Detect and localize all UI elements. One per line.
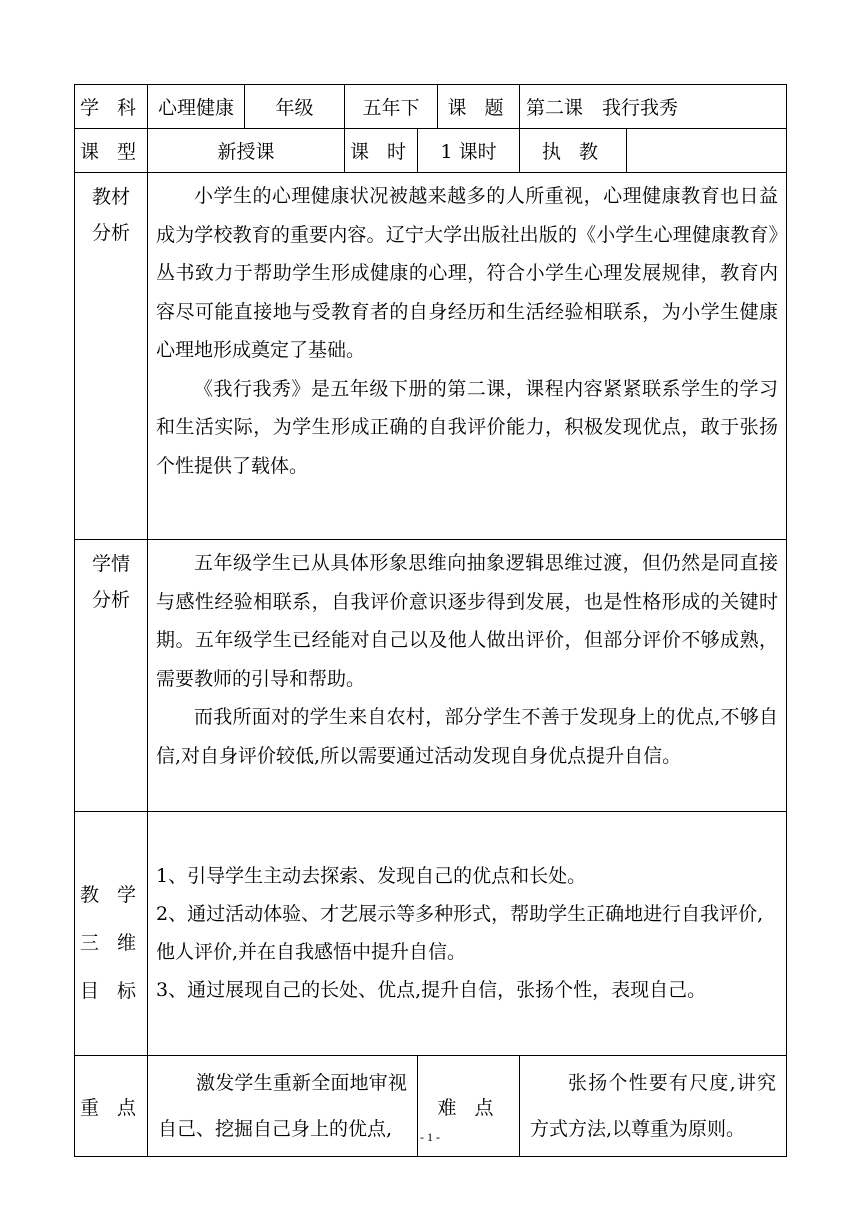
subject-label: 学 科 — [75, 85, 148, 129]
type-value: 新授课 — [148, 129, 345, 173]
header-row-1 — [75, 85, 787, 129]
objectives-content — [148, 812, 787, 1056]
objectives-label-line1: 教 学 — [79, 883, 143, 906]
textbook-analysis-label-line2: 分析 — [91, 222, 130, 244]
page-number: - 1 - — [420, 1130, 440, 1144]
objective-item: 3、通过展现自己的长处、优点,提升自信，张扬个性，表现自己。 — [156, 979, 707, 1001]
topic-value: 第二课 我行我秀 — [520, 85, 787, 129]
student-analysis-label-line1: 学情 — [91, 553, 130, 575]
hours-label: 课 时 — [345, 129, 418, 173]
textbook-analysis-label-line1: 教材 — [91, 186, 130, 208]
difficult-points-label: 难 点 — [418, 1056, 520, 1157]
difficult-points-text: 张扬个性要有尺度,讲究方式方法,以尊重为原则。 — [530, 1072, 777, 1140]
topic-label: 课 题 — [438, 85, 520, 129]
textbook-analysis-row — [75, 173, 787, 540]
grade-label: 年级 — [245, 85, 345, 129]
teacher-label: 执 教 — [520, 129, 627, 173]
objectives-row — [75, 812, 787, 1056]
student-analysis-row — [75, 540, 787, 812]
textbook-analysis-paragraph: 《我行我秀》是五年级下册的第二课，课程内容紧紧联系学生的学习和生活实际，为学生形成正确的自我评价能力，积极发现优点，敢于张扬个性提供了载体。 — [156, 377, 779, 477]
objectives-label — [75, 812, 148, 1056]
textbook-analysis-content — [148, 173, 787, 540]
textbook-analysis-label — [75, 173, 148, 540]
key-points-label: 重 点 — [75, 1056, 148, 1157]
teacher-value — [627, 129, 787, 173]
objectives-label-line2: 三 维 — [79, 931, 143, 954]
objectives-label-line3: 目 标 — [79, 979, 143, 1002]
student-analysis-paragraph: 而我所面对的学生来自农村，部分学生不善于发现身上的优点,不够自信,对自身评价较低,所以需要通过活动发现自身优点提升自信。 — [156, 706, 779, 767]
textbook-analysis-paragraph: 小学生的心理健康状况被越来越多的人所重视，心理健康教育也日益成为学校教育的重要内容。辽宁大学出版社出版的《小学生心理健康教育》丛书致力于帮助学生形成健康的心理，符合小学生心理发展规律，教育内容尽可能直接地与受教育者的自身经历和生活经验相联系，为小学生健康心理地形成奠定了基础。 — [156, 185, 779, 361]
student-analysis-label-line2: 分析 — [91, 589, 130, 611]
lesson-plan-table — [74, 84, 787, 1157]
student-analysis-paragraph: 五年级学生已从具体形象思维向抽象逻辑思维过渡，但仍然是同直接与感性经验相联系，自我评价意识逐步得到发展，也是性格形成的关键时期。五年级学生已经能对自己以及他人做出评价，但部分评价不够成熟，需要教师的引导和帮助。 — [156, 552, 779, 690]
student-analysis-content — [148, 540, 787, 812]
header-row-2 — [75, 129, 787, 173]
objective-item: 1、引导学生主动去探索、发现自己的优点和长处。 — [156, 865, 587, 887]
student-analysis-label — [75, 540, 148, 812]
objective-item: 2、通过活动体验、才艺展示等多种形式，帮助学生正确地进行自我评价,他人评价,并在自我感悟中提升自信。 — [156, 903, 764, 963]
grade-value: 五年下 — [345, 85, 438, 129]
hours-value: 1 课时 — [418, 129, 520, 173]
type-label: 课 型 — [75, 129, 148, 173]
key-points-text: 激发学生重新全面地审视自己、挖掘自己身上的优点, — [158, 1072, 407, 1140]
subject-value: 心理健康 — [148, 85, 245, 129]
